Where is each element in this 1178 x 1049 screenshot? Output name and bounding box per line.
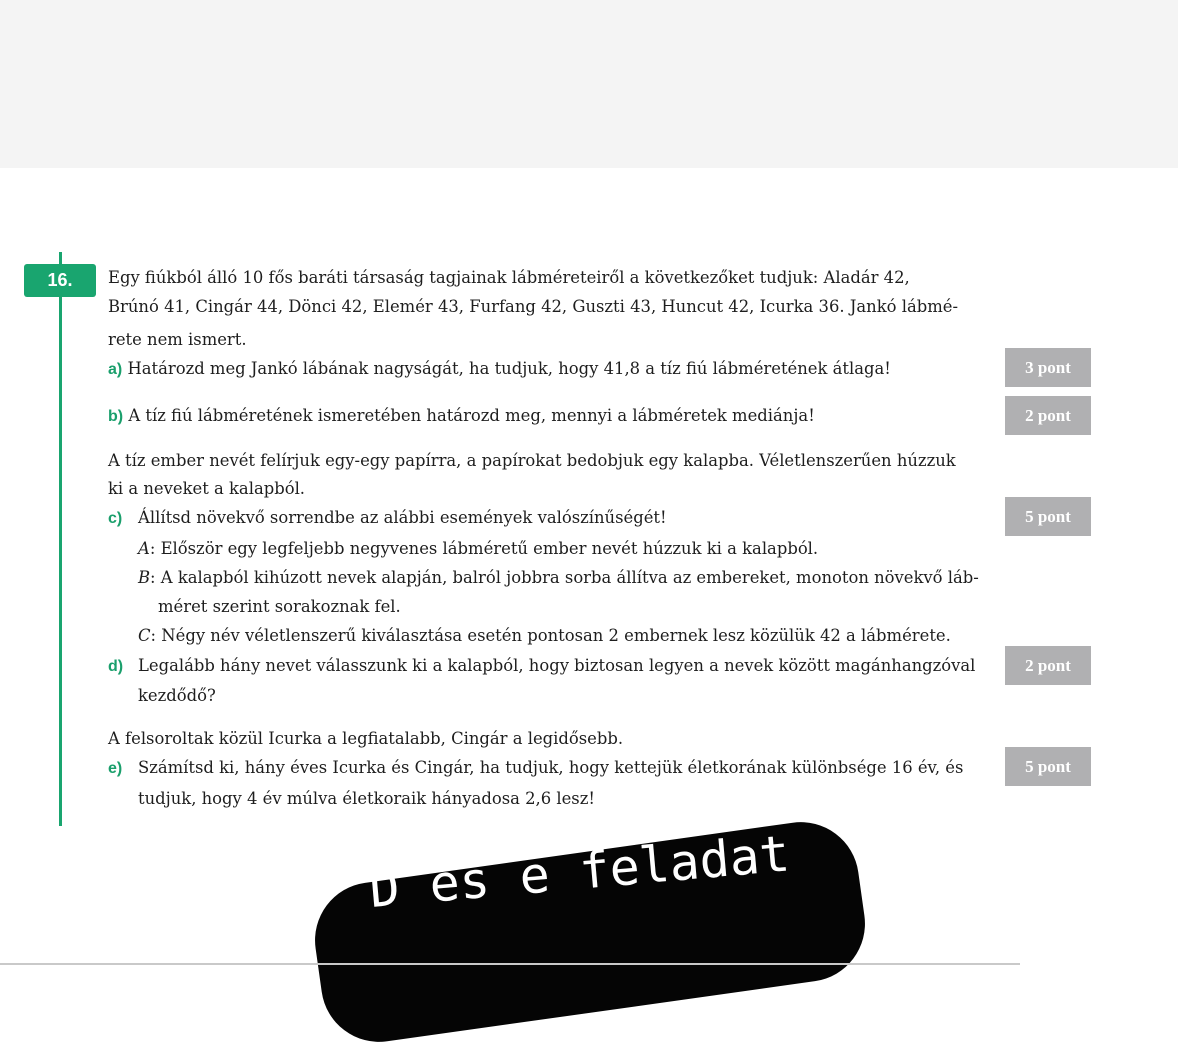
- task-d-label: d): [108, 658, 124, 675]
- task-b-text: A tíz fiú lábméretének ismeretében határozd meg, mennyi a lábméretek mediánja!: [128, 406, 815, 425]
- task-e-text-1: Számítsd ki, hány éves Icurka és Cingár, ha tudjuk, hogy kettejük életkorának különbsége 16 év, és: [138, 758, 964, 777]
- task-a-label: a): [108, 361, 123, 378]
- task-c-text: Állítsd növekvő sorrendbe az alábbi események valószínűségét!: [138, 508, 667, 527]
- page-bottom-rule: [0, 963, 1020, 965]
- event-b-letter: B: [138, 568, 151, 587]
- age-intro: A felsoroltak közül Icurka a legfiatalabb, Cingár a legidősebb.: [108, 729, 624, 748]
- task-c: [108, 508, 667, 529]
- event-c-text: : Négy név véletlenszerű kiválasztása esetén pontosan 2 embernek lesz közülük 42 a lábmérete.: [150, 626, 951, 645]
- hat-line-2: ki a neveket a kalapból.: [108, 479, 306, 498]
- points-badge-c: 5 pont: [1005, 497, 1091, 536]
- event-c-letter: C: [138, 626, 151, 645]
- task-e-label: e): [108, 760, 123, 777]
- task-e: [108, 758, 963, 779]
- task-a: [108, 359, 891, 380]
- task-d: [108, 656, 975, 677]
- points-badge-d: 2 pont: [1005, 646, 1091, 685]
- task-a-text: Határozd meg Jankó lábának nagyságát, ha tudjuk, hogy 41,8 a tíz fiú lábméretének átlaga!: [127, 359, 891, 378]
- event-b-text-1: : A kalapból kihúzott nevek alapján, balról jobbra sorba állítva az embereket, monoton növekvő láb-: [150, 568, 979, 587]
- event-b-line-2: méret szerint sorakoznak fel.: [158, 597, 401, 616]
- event-c: [138, 626, 951, 646]
- problem-number-badge: 16.: [24, 264, 96, 297]
- intro-line-3: rete nem ismert.: [108, 330, 247, 349]
- task-b: [108, 406, 815, 427]
- points-badge-e: 5 pont: [1005, 747, 1091, 786]
- task-c-label: c): [108, 510, 123, 527]
- intro-line-1: Egy fiúkból álló 10 fős baráti társaság tagjainak lábméreteiről a következőket tudjuk: Aladár 42,: [108, 268, 910, 287]
- annotation-text: D és e feladat: [367, 824, 792, 919]
- task-d-text-1: Legalább hány nevet válasszunk ki a kalapból, hogy biztosan legyen a nevek között magánhangzóval: [138, 656, 976, 675]
- problem-margin-line: [59, 252, 62, 826]
- event-a: [138, 539, 818, 559]
- event-a-text: : Először egy legfeljebb negyvenes lábméretű ember nevét húzzuk ki a kalapból.: [149, 539, 819, 558]
- points-badge-b: 2 pont: [1005, 396, 1091, 435]
- event-a-letter: A: [138, 539, 150, 558]
- top-bar: [0, 0, 1178, 168]
- task-e-text-2: tudjuk, hogy 4 év múlva életkoraik hányadosa 2,6 lesz!: [138, 789, 595, 808]
- task-d-text-2: kezdődő?: [138, 686, 216, 705]
- hat-line-1: A tíz ember nevét felírjuk egy-egy papírra, a papírokat bedobjuk egy kalapba. Véletlenszerűen húzzuk: [108, 451, 956, 470]
- intro-line-2: Brúnó 41, Cingár 44, Dönci 42, Elemér 43, Furfang 42, Guszti 43, Huncut 42, Icurka 36. Jankó lábmé-: [108, 297, 959, 316]
- event-b-line-1: [138, 568, 979, 588]
- points-badge-a: 3 pont: [1005, 348, 1091, 387]
- task-b-label: b): [108, 408, 124, 425]
